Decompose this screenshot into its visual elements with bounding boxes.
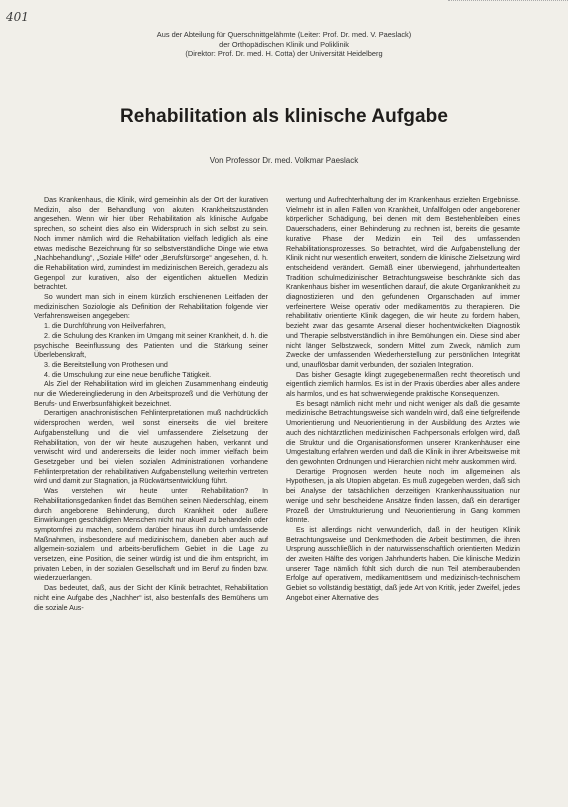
- top-rule: [448, 0, 568, 4]
- paragraph: Was verstehen wir heute unter Rehabilitation? In Rehabilitationsgedanken findet das Bemühen seinen Niederschlag, einem durch angeborene Behinderung, durch Krankheit oder äußere Einwirkungen geschädigten Menschen nicht nur akuell zu behandeln oder symptomfrei zu machen, sondern darüber hinaus ihn durch umfassende Maßnahmen, insbesondere auf medizinischem, daneben aber auch auf allgemein-sozialem und arbeits-beruflichem Gebiet in die Lage zu versetzen, eine Position, die seiner würdig ist und die ihm entspricht, im privaten Leben, in der sozialen Gesellschaft und im Beruf zu finden bzw. wiederzuerlangen.: [34, 487, 268, 583]
- paragraph: Derartigen anachronistischen Fehlinterpretationen muß nachdrücklich widersprochen werden, weil sonst einerseits die viel breitere Aufgabenstellung und die viel umfassendere Zielsetzung der Rehabilitation, von der wir heute auszugehen haben, verkannt und verwischt wird und andererseits die leider noch immer vielfach beim Gesetzgeber und bei vielen sozialen Administrationen vorhandene Fehlinterpretation der rehabilitativen Aufgabenstellung weiterhin vertreten wird und damit zur Stagnation, ja Rückwärtsentwicklung führt.: [34, 409, 268, 486]
- paragraph: Es besagt nämlich nicht mehr und nicht weniger als daß die gesamte medizinische Betrachtungsweise sich wandeln wird, daß eine tiefgreifende Umorientierung und Neuorientierung in der Ausbildung des Arztes wie auch des nichtärztlichen medizinischen Fachpersonals erfolgen wird, daß die Struktur und die Organisationsformen unserer Krankenhäuser eine Umgestaltung erfahren werden und daß die Klinik in ihrer Arbeitsweise mit den gewohnten Ordnungen und Hierarchien nicht mehr auskommen wird.: [286, 399, 520, 466]
- paragraph: wertung und Aufrechterhaltung der im Krankenhaus erzielten Ergebnisse. Vielmehr ist in allen Fällen von Krankheit, Unfallfolgen oder angeborener körperlicher Schädigung, bei denen mit dem Bestehenbleiben eines Dauerschadens, einer Behinderung zu rechnen ist, bereits die gesamte kurative Phase der Medizin ein Teil des umfassenden Rehabilitationsprozesses. So betrachtet, wird die Aufgabenstellung der Klinik nicht nur wesentlich erweitert, sondern die klinische Zielsetzung wird entscheidend verändert. Gemäß einer überwiegend, jahrhundertealten Tradition schulmedizinischer Betrachtungsweise beschränkte sich das Krankenhaus bisher im wesentlichen darauf, die akute Organkrankheit zu diagnostizieren und den gefundenen Organschaden auf immer verfeinertere Weise operativ oder medikamentös zu therapieren. Die rehabilitativ orientierte Klinik dagegen, die wir heute zu fordern haben, bezieht zwar das gesamte Arsenal dieser hochentwickelten Diagnostik und Therapie selbstverständlich in ihre Bemühungen ein. Diese sind aber nicht länger Selbstzweck, sondern Mittel zum Zweck, nämlich zum Zwecke der umfassenden Wiederherstellung zur persönlichen Integrität und, unauflösbar damit verbunden, der sozialen Integration.: [286, 196, 520, 369]
- paragraph: Das bedeutet, daß, aus der Sicht der Klinik betrachtet, Rehabilitation nicht eine Aufgabe des „Nachher“ ist, also bestenfalls des Bemühens um die soziale Aus-: [34, 584, 268, 612]
- page-mark: 401: [6, 10, 29, 24]
- affiliation-line: der Orthopädischen Klinik und Poliklinik: [219, 39, 349, 49]
- list-item: 3. die Bereitstellung von Prothesen und: [44, 360, 168, 369]
- affiliation-line: Aus der Abteilung für Querschnittgelähmte (Leiter: Prof. Dr. med. V. Paeslack): [156, 30, 412, 39]
- paragraph: Es ist allerdings nicht verwunderlich, daß in der heutigen Klinik Betrachtungsweise und Denkmethoden die Arbeit bestimmen, die ihren Ursprung ausschließlich in der naturwissenschaftlich orientierten Medizin der zweiten Hälfte des vorigen Jahrhunderts haben. Die klinische Medizin unserer Tage nämlich fühlt sich durch die nun Teil atemberaubenden Erfolge auf operativem, medikamentösem und medizinisch-technischem Gebiet so vollständig bestätigt, daß jede Art von Kritik, jeder Zweifel, jedes Angebot einer Alternative des: [286, 525, 520, 602]
- article-title: Rehabilitation als klinische Aufgabe: [119, 106, 449, 127]
- paragraph: Das bisher Gesagte klingt zugegebenermaßen recht theoretisch und eigentlich ziemlich harmlos. Es ist in der Praxis überdies aber alles andere als harmlos, und es hat schwerwiegende praktische Konsequenzen.: [286, 370, 520, 399]
- left-column: [34, 196, 268, 613]
- paragraph: So wundert man sich in einem kürzlich erschienenen Leitfaden der medizinischen Soziologie als Definition der Rehabilitation folgende vier Verfahrensweisen angegeben:: [34, 293, 268, 321]
- affiliation-line: (Direktor: Prof. Dr. med. H. Cotta) der Universität Heidelberg: [185, 49, 383, 59]
- paragraph: Derartige Prognosen werden heute noch im allgemeinen als Hypothesen, ja als Utopien abgetan. Es muß zugegeben werden, daß sich bei Analyse der tatsächlichen derzeitigen Krankenhaussituation nur wenige und sehr bescheidene Ansätze finden lassen, daß ein derartiger Prozeß der Umstrukturierung und Neuorientierung in Gang kommen könnte.: [286, 467, 520, 525]
- right-column: [286, 196, 520, 604]
- affiliation: [0, 30, 568, 59]
- author-line: Von Professor Dr. med. Volkmar Paeslack: [209, 156, 359, 165]
- paragraph: Das Krankenhaus, die Klinik, wird gemeinhin als der Ort der kurativen Medizin, also der Behandlung von akuten Krankheitszuständen angesehen. Wenn wir hier über Rehabilitation als klinische Aufgabe sprechen, so scheint dies also ein Widerspruch in sich selbst zu sein. Noch immer nämlich wird die Rehabilitation vielfach lediglich als eine etwas medische Bezeichnung für so selbstverständliche Dinge wie etwa „Nachbehandlung“, „Soziale Hilfe“ oder „Berufsfürsorge“ angesehen, d. h. die Rehabilitation wird, zumindest im medizinischen Bereich, geradezu als Gegenpol zur kurativen, also der eigentlichen aktuellen Medizin betrachtet.: [34, 196, 268, 292]
- paragraph: Als Ziel der Rehabilitation wird im gleichen Zusammenhang eindeutig nur die Wiedereingliederung in den Arbeitsprozeß und die Verhütung der Berufs- und Erwerbsunfähigkeit bezeichnet.: [34, 380, 268, 408]
- list-item: 2. die Schulung des Kranken im Umgang mit seiner Krankheit, d. h. die psychische Beeinflussung des Patienten und die Stärkung seiner Überlebenskraft,: [34, 331, 268, 360]
- list-item: 1. die Durchführung von Heilverfahren,: [44, 322, 166, 331]
- list-item: 4. die Umschulung zur eine neue berufliche Tätigkeit.: [44, 370, 212, 379]
